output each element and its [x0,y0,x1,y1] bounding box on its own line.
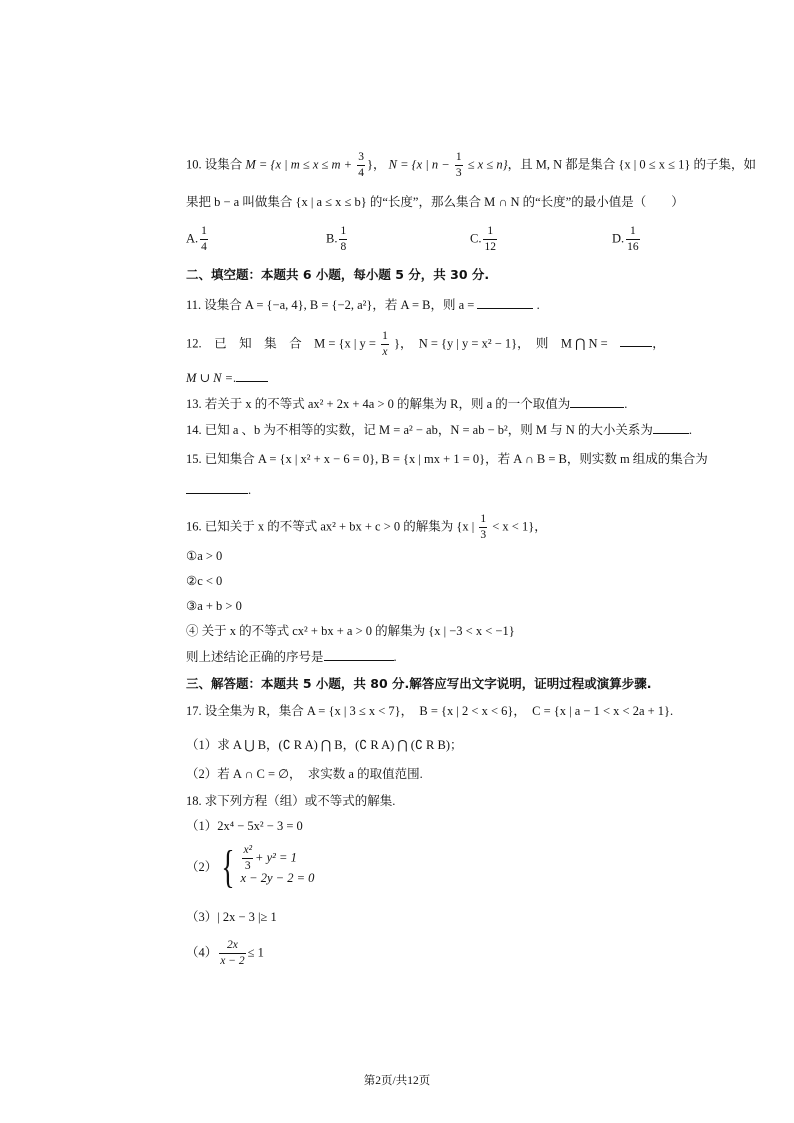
question-12: 12. 已 知 集 合 M = {x | y = $\frac{1}{x}$ }， N = {y | y = x² − 1}， 则 M ⋂ N = ， [186,330,665,358]
q16-statement-4: ④ 关于 x 的不等式 cx² + bx + a > 0 的解集为 {x | −3 < x < −1} [186,624,515,638]
question-12-line-2: M ∪ N =. [186,369,268,387]
q16-frac-1-3: $\frac{1}{3}$ [480,513,487,541]
q16-conclusion: 则上述结论正确的序号是 . [186,650,397,664]
q10-stem-cont: ，且 M, N 都是集合 {x | 0 ≤ x ≤ 1} 的子集，如 [507,157,756,172]
q12-answer-blank-2[interactable] [236,369,268,382]
equation-system: $\frac{\text{x²}}{3}$ + y² = 1 x − 2y − 2 = 0 [240,844,315,885]
question-13: 13. 若关于 x 的不等式 ax² + 2x + 4a > 0 的解集为 R，则 a 的一个取值为 . [186,397,628,411]
q10-frac-1-3: $\frac{1}{3}$ [455,151,462,179]
section-2-title: 二、填空题：本题共 6 小题，每小题 5 分，共 30 分. [186,267,490,282]
q12-answer-blank-1[interactable] [620,334,652,347]
section-3-title: 三、解答题：本题共 5 小题，共 80 分.解答应写出文字说明，证明过程或演算步骤. [186,676,652,691]
q13-answer-blank[interactable] [570,395,624,408]
q17-part-1: （1）求 A ⋃ B，(∁ R A) ⋂ B，(∁ R A) ⋂ (∁ R B)； [186,738,463,752]
q10-set-m: M = {x | m ≤ x ≤ m + [245,157,353,172]
q18-part-3: （3）| 2x − 3 |≥ 1 [186,910,277,924]
question-15: 15. 已知集合 A = {x | x² + x − 6 = 0}, B = {x | mx + 1 = 0}，若 A ∩ B = B，则实数 m 组成的集合为 [186,452,708,466]
question-10-line-1: 10. 设集合 M = {x | m ≤ x ≤ m + $\frac{3}{4}$ }， N = {x | n − $\frac{1}{3}$ ≤ x ≤ n}，且 M, N 都是集合 {x | 0 ≤ x ≤ 1} 的子集，如 [186,151,756,179]
q10-option-a[interactable]: A. $\frac{1}{4}$ [186,225,207,253]
q16-statement-2: ②c < 0 [186,574,223,588]
question-15-line-2: . [186,481,251,499]
question-17: 17. 设全集为 R，集合 A = {x | 3 ≤ x < 7}， B = {x | 2 < x < 6}， C = {x | a − 1 < x < 2a + 1}. [186,704,674,718]
q10-option-d[interactable]: D. $\frac{1}{16}$ [612,225,639,253]
q12-frac-1-x: $\frac{1}{x}$ [382,330,388,358]
q16-statement-3: ③a + b > 0 [186,599,242,613]
q17-part-2: （2）若 A ∩ C = ∅， 求实数 a 的取值范围. [186,767,423,781]
q10-option-b[interactable]: B. $\frac{1}{8}$ [326,225,347,253]
question-10-line-2: 果把 b − a 叫做集合 {x | a ≤ x ≤ b} 的“长度”，那么集合 M ∩ N 的“长度”的最小值是（ ） [186,195,684,209]
q11-answer-blank[interactable] [477,296,533,309]
q18-part-2: （2）{ $\frac{\text{x²}}{3}$ + y² = 1 x − 2y − 2 = 0 [186,841,315,892]
q10-stem: 10. 设集合 [186,157,243,172]
q18-part-1: （1）2x⁴ − 5x² − 3 = 0 [186,819,303,833]
q10-frac-3-4: $\frac{3}{4}$ [358,151,364,179]
question-18: 18. 求下列方程（组）或不等式的解集. [186,794,396,808]
q10-option-c[interactable]: C. $\frac{1}{12}$ [470,225,496,253]
q16-statement-1: ①a > 0 [186,549,223,563]
q16-answer-blank[interactable] [324,648,394,661]
system-brace: { [221,841,235,892]
question-14: 14. 已知 a 、b 为不相等的实数，记 M = a² − ab，N = ab − b²，则 M 与 N 的大小关系为 . [186,423,693,437]
question-11: 11. 设集合 A = {−a, 4}, B = {−2, a²}，若 A = B，则 a = . [186,298,540,312]
q14-answer-blank[interactable] [653,421,689,434]
page-number: 第2页/共12页 [363,1075,431,1087]
q15-answer-blank[interactable] [186,481,248,494]
question-16: 16. 已知关于 x 的不等式 ax² + bx + c > 0 的解集为 {x | $\frac{1}{3}$ < x < 1}， [186,513,547,541]
q10-set-n: N = {x | n − [388,157,450,172]
q18-part-4: （4） $\frac{2x}{x - 2}$ ≤ 1 [186,939,264,967]
